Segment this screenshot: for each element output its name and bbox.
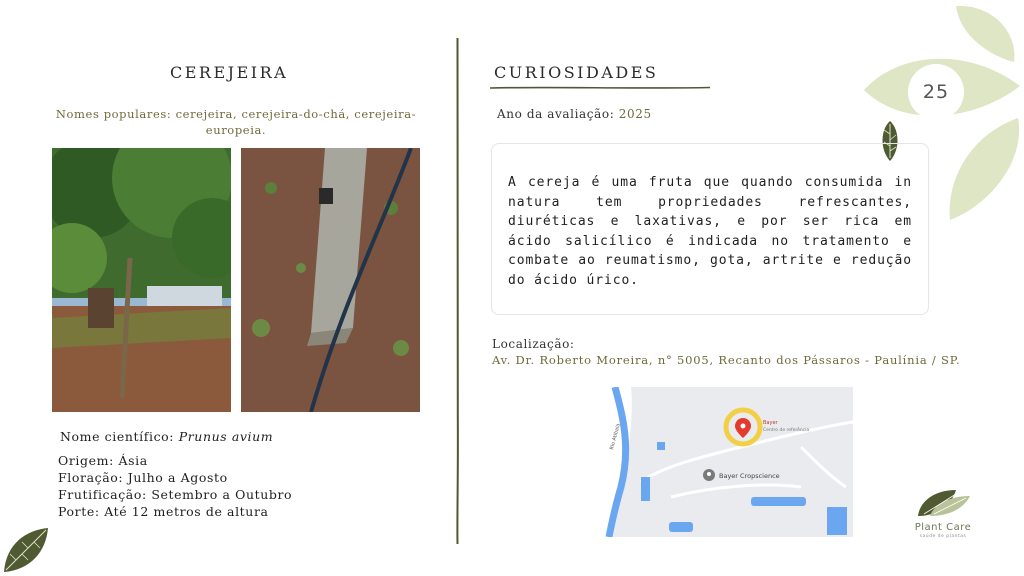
evaluation-year-label: Ano da avaliação: — [497, 107, 619, 121]
plant-title: CEREJEIRA — [170, 63, 289, 82]
scientific-name: Prunus avium — [178, 429, 274, 444]
map-place-label: Bayer Cropscience — [719, 472, 780, 480]
fact-flowering: Floração: Julho a Agosto — [58, 470, 228, 485]
section-title: CURIOSIDADES — [494, 63, 659, 82]
fact-origin: Origem: Ásia — [58, 453, 148, 468]
location-map[interactable] — [601, 387, 853, 537]
brand-name: Plant Care — [914, 522, 972, 533]
map-pin-label: Bayer — [763, 420, 778, 426]
brand-tagline: saúde de plantas — [919, 534, 967, 539]
fact-fruiting: Frutificação: Setembro a Outubro — [58, 487, 293, 502]
tree-photo-2 — [241, 148, 420, 412]
leaf-icon-bottom-left — [0, 524, 52, 576]
title-underline — [490, 85, 712, 91]
map-pin-sublabel: Centro de referência — [763, 428, 810, 433]
scientific-name-line — [60, 429, 273, 444]
location-address: Av. Dr. Roberto Moreira, n° 5005, Recanto dos Pássaros - Paulínia / SP. — [492, 353, 961, 367]
page-number: 25 — [908, 64, 964, 120]
location-label: Localização: — [492, 337, 575, 351]
brand-logo-icon — [912, 486, 974, 520]
column-divider — [456, 38, 459, 544]
map-road-label: Rio Atibaia — [609, 423, 622, 451]
popular-names: Nomes populares: cerejeira, cerejeira-do-chá, cerejeira-europeia. — [55, 107, 417, 137]
plant-facts — [58, 452, 292, 520]
tree-photo-1 — [52, 148, 231, 412]
evaluation-year-value: 2025 — [618, 107, 652, 121]
scientific-name-label: Nome científico: — [60, 429, 179, 444]
fact-size: Porte: Até 12 metros de altura — [58, 504, 269, 519]
evaluation-year — [497, 107, 652, 121]
curiosity-text: A cereja é uma fruta que quando consumida in natura tem propriedades refrescantes, diuréticas e laxativas, e por ser rica em ácido salicílico é indicada no tratamento e combate ao reumatismo, gota, artrite e redução do ácido úrico. — [508, 175, 912, 288]
